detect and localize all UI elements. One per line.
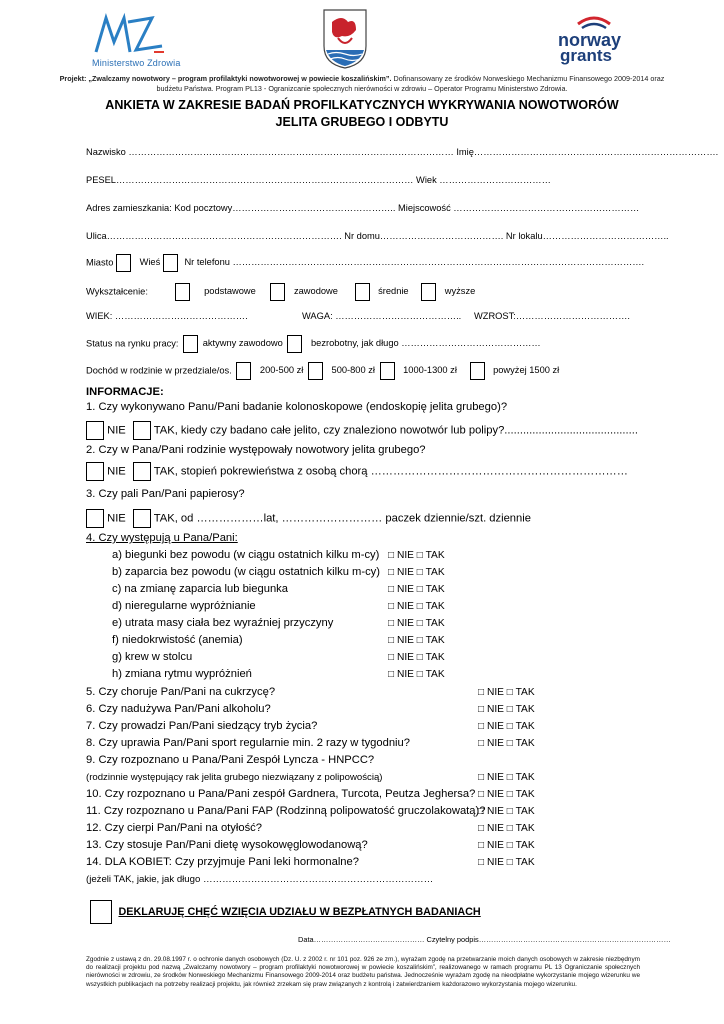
- q14-yes-no[interactable]: □ NIE □ TAK: [478, 857, 535, 868]
- education-vocational-checkbox[interactable]: [270, 283, 285, 301]
- surname-name-field[interactable]: Nazwisko …………………………………………………………………………………………… Imię…………………………………………………………………….: [86, 147, 719, 157]
- project-details: Dofinansowany ze środków Norweskiego Mechanizmu Finansowego 2009-2014 oraz budżetu Państwa. Program PL13 - Ogranizcanie społecznych nierówności w zdrowiu – Operator Programu Ministerstwo Zdrowia.: [156, 74, 665, 93]
- education-row: [86, 283, 475, 301]
- ministry-of-health-logo: [92, 12, 182, 70]
- symptom-yes-no[interactable]: □ NIE □ TAK: [388, 601, 445, 612]
- education-basic-checkbox[interactable]: [175, 283, 190, 301]
- project-title: Projekt: „Zwalczamy nowotwory – program profilaktyki nowotworowej w powiecie koszalińskim”.: [59, 74, 392, 83]
- ministry-logo-text: Ministerstwo Zdrowia: [92, 58, 181, 68]
- income-200-500-label: 200-500 zł: [259, 365, 304, 376]
- symptom-yes-no[interactable]: □ NIE □ TAK: [388, 618, 445, 629]
- date-signature-field[interactable]: Data……………………………………… Czytelny podpis……………………………………………………………………: [298, 935, 671, 944]
- declaration-checkbox[interactable]: [90, 900, 112, 924]
- symptom-yes-no[interactable]: □ NIE □ TAK: [388, 550, 445, 561]
- q2-no-checkbox[interactable]: [86, 462, 104, 481]
- employment-row: [86, 335, 541, 353]
- question-13: 13. Czy stosuje Pan/Pani dietę wysokowęglowodanową?: [86, 839, 368, 851]
- employment-unemployed-field[interactable]: bezrobotny, jak długo ………………………………………: [310, 338, 541, 349]
- education-vocational-label: zawodowe: [293, 286, 338, 297]
- info-heading: INFORMACJE:: [86, 386, 164, 398]
- question-2: 2. Czy w Pana/Pani rodzinie występowały nowotwory jelita grubego?: [86, 444, 426, 456]
- symptom-yes-no[interactable]: □ NIE □ TAK: [388, 652, 445, 663]
- phone-field[interactable]: Nr telefonu …………………………………………………………………………………………………………………….: [184, 257, 645, 268]
- question-3: 3. Czy pali Pan/Pani papierosy?: [86, 488, 245, 500]
- city-label: Miasto: [86, 257, 114, 268]
- symptom-yes-no[interactable]: □ NIE □ TAK: [388, 635, 445, 646]
- question-4: 4. Czy występują u Pana/Pani:: [86, 532, 238, 544]
- q9-yes-no[interactable]: □ NIE □ TAK: [478, 772, 535, 783]
- street-field[interactable]: Ulica…………………………………………………………………. Nr domu…………………………………. Nr lokalu…………………………………..: [86, 231, 669, 241]
- employment-unemployed-checkbox[interactable]: [287, 335, 302, 353]
- income-1500-plus-checkbox[interactable]: [470, 362, 485, 380]
- income-200-500-checkbox[interactable]: [236, 362, 251, 380]
- question-11: 11. Czy rozpoznano u Pana/Pani FAP (Rodzinną polipowatość gruczolakowatą)?: [86, 805, 486, 817]
- question-7: 7. Czy prowadzi Pan/Pani siedzący tryb życia?: [86, 720, 318, 732]
- income-500-800-checkbox[interactable]: [308, 362, 323, 380]
- education-secondary-checkbox[interactable]: [355, 283, 370, 301]
- q2-no-label: NIE: [107, 465, 126, 478]
- height-field[interactable]: WZROST:……………………………….: [474, 311, 630, 321]
- income-500-800-label: 500-800 zł: [331, 365, 375, 376]
- q8-yes-no[interactable]: □ NIE □ TAK: [478, 738, 535, 749]
- question-1-answers: [86, 421, 638, 440]
- q5-yes-no[interactable]: □ NIE □ TAK: [478, 687, 535, 698]
- question-14: 14. DLA KOBIET: Czy przyjmuje Pani leki hormonalne?: [86, 856, 359, 868]
- question-9-note: (rodzinnie występujący rak jelita grubego niezwiązany z polipowością): [86, 772, 383, 783]
- q1-no-label: NIE: [107, 424, 126, 437]
- question-6: 6. Czy nadużywa Pan/Pani alkoholu?: [86, 703, 271, 715]
- question-9: 9. Czy rozpoznano u Pana/Pani Zespół Lyncza - HNPCC?: [86, 754, 375, 766]
- education-higher-checkbox[interactable]: [421, 283, 436, 301]
- q12-yes-no[interactable]: □ NIE □ TAK: [478, 823, 535, 834]
- symptom-item: g) krew w stolcu: [112, 651, 193, 663]
- symptom-item: c) na zmianę zaparcia lub biegunka: [112, 583, 288, 595]
- symptom-item: d) nieregularne wypróżnianie: [112, 600, 256, 612]
- symptom-item: h) zmiana rytmu wypróżnień: [112, 668, 252, 680]
- employment-active-checkbox[interactable]: [183, 335, 198, 353]
- q7-yes-no[interactable]: □ NIE □ TAK: [478, 721, 535, 732]
- q1-no-checkbox[interactable]: [86, 421, 104, 440]
- pesel-age-field[interactable]: PESEL…………………………………………………………………………………… Wiek ………………………………: [86, 175, 551, 185]
- q3-yes-checkbox[interactable]: [133, 509, 151, 528]
- q1-yes-checkbox[interactable]: [133, 421, 151, 440]
- q10-yes-no[interactable]: □ NIE □ TAK: [478, 789, 535, 800]
- question-14-details-field[interactable]: (jeżeli TAK, jakie, jak długo ………………………………………………………………: [86, 874, 434, 885]
- village-checkbox[interactable]: [163, 254, 178, 272]
- employment-active-label: aktywny zawodowo: [202, 338, 283, 349]
- city-checkbox[interactable]: [116, 254, 131, 272]
- q3-yes-field[interactable]: TAK, od ………………lat, ……………………… paczek dziennie/szt. dziennie: [153, 512, 531, 525]
- form-title-line1: ANKIETA W ZAKRESIE BADAŃ PROFILKATYCZNYCH WYKRYWANIA NOWOTWORÓW: [105, 98, 619, 112]
- question-8: 8. Czy uprawia Pan/Pani sport regularnie min. 2 razy w tygodniu?: [86, 737, 410, 749]
- symptom-item: e) utrata masy ciała bez wyraźniej przyczyny: [112, 617, 334, 629]
- question-10: 10. Czy rozpoznano u Pana/Pani zespół Gardnera, Turcota, Peutza Jeghersa?: [86, 788, 476, 800]
- weight-field[interactable]: WAGA: …………………………………..: [302, 311, 462, 321]
- symptom-yes-no[interactable]: □ NIE □ TAK: [388, 669, 445, 680]
- q6-yes-no[interactable]: □ NIE □ TAK: [478, 704, 535, 715]
- project-description: [56, 74, 668, 94]
- address-field[interactable]: Adres zamieszkania: Kod pocztowy…………………………………………….. Miejscowość ……………………………………………………: [86, 203, 640, 213]
- education-secondary-label: średnie: [378, 286, 409, 297]
- income-1000-1300-checkbox[interactable]: [380, 362, 395, 380]
- q3-no-label: NIE: [107, 512, 126, 525]
- income-row: [86, 362, 559, 380]
- village-label: Wieś: [139, 257, 161, 268]
- symptom-item: b) zaparcia bez powodu (w ciągu ostatnich kilku m-cy): [112, 566, 380, 578]
- q3-no-checkbox[interactable]: [86, 509, 104, 528]
- q1-yes-field[interactable]: TAK, kiedy czy badano całe jelito, czy znaleziono nowotwór lub polipy?...........................................: [153, 424, 638, 437]
- norway-logo-word1: norway: [558, 30, 622, 50]
- koszalin-county-crest-icon: [322, 8, 368, 70]
- form-title-line2: JELITA GRUBEGO I ODBYTU: [275, 115, 449, 129]
- gdpr-consent-text: Zgodnie z ustawą z dn. 29.08.1997 r. o ochronie danych osobowych (Dz. U. z 2002 r. nr 101 poz. 926 ze zm.), wyrażam zgodę na przetwarzanie moich danych osobowych w zakresie niezbędnym do realizacji projektu pod nazwą „Zwalczamy nowotwory – program profilaktyki nowotworowej w powiecie koszalińskim”, realizowanego w ramach programu PL 13 Ograniczanie społecznych nierówności w zdrowiu, ze środków Norweskiego Mechanizmu Finansowego 2009-2014 oraz budżetu państwa. Jednocześnie wyrażam zgodę na nieodpłatne wykorzystanie mojego wizerunku we wszystkich publikacjach na potrzeby realizacji projektu, jak również zrzekam się praw związanych z kontrolą i zatwierdzaniem każdorazowo wykorzystania mojego wizerunku.: [86, 956, 640, 988]
- income-1500-plus-label: powyżej 1500 zł: [493, 365, 560, 376]
- norway-grants-logo: [556, 14, 632, 64]
- age-field[interactable]: WIEK: …………………………………….: [86, 311, 248, 321]
- q2-yes-field[interactable]: TAK, stopień pokrewieństwa z osobą chorą ……………………………………………………………: [153, 465, 628, 478]
- income-1000-1300-label: 1000-1300 zł: [403, 365, 457, 376]
- norway-logo-word2: grants: [560, 46, 612, 65]
- question-2-answers: [86, 462, 628, 481]
- residence-row: [86, 254, 644, 272]
- question-1: 1. Czy wykonywano Panu/Pani badanie kolonoskopowe (endoskopię jelita grubego)?: [86, 401, 508, 413]
- symptom-yes-no[interactable]: □ NIE □ TAK: [388, 567, 445, 578]
- q13-yes-no[interactable]: □ NIE □ TAK: [478, 840, 535, 851]
- declaration-row: [90, 900, 481, 924]
- question-12: 12. Czy cierpi Pan/Pani na otyłość?: [86, 822, 262, 834]
- income-label: Dochód w rodzinie w przedziale/os.: [86, 365, 232, 376]
- q2-yes-checkbox[interactable]: [133, 462, 151, 481]
- symptom-yes-no[interactable]: □ NIE □ TAK: [388, 584, 445, 595]
- symptom-item: a) biegunki bez powodu (w ciągu ostatnich kilku m-cy): [112, 549, 380, 561]
- declaration-label: DEKLARUJĘ CHĘĆ WZIĘCIA UDZIAŁU W BEZPŁATNYCH BADANIACH: [118, 906, 481, 918]
- education-higher-label: wyższe: [444, 286, 476, 297]
- symptom-item: f) niedokrwistość (anemia): [112, 634, 243, 646]
- question-3-answers: [86, 509, 531, 528]
- employment-label: Status na rynku pracy:: [86, 338, 179, 349]
- education-basic-label: podstawowe: [204, 286, 256, 297]
- education-label: Wykształcenie:: [86, 286, 148, 297]
- q11-yes-no[interactable]: □ NIE □ TAK: [478, 806, 535, 817]
- question-5: 5. Czy choruje Pan/Pani na cukrzycę?: [86, 686, 276, 698]
